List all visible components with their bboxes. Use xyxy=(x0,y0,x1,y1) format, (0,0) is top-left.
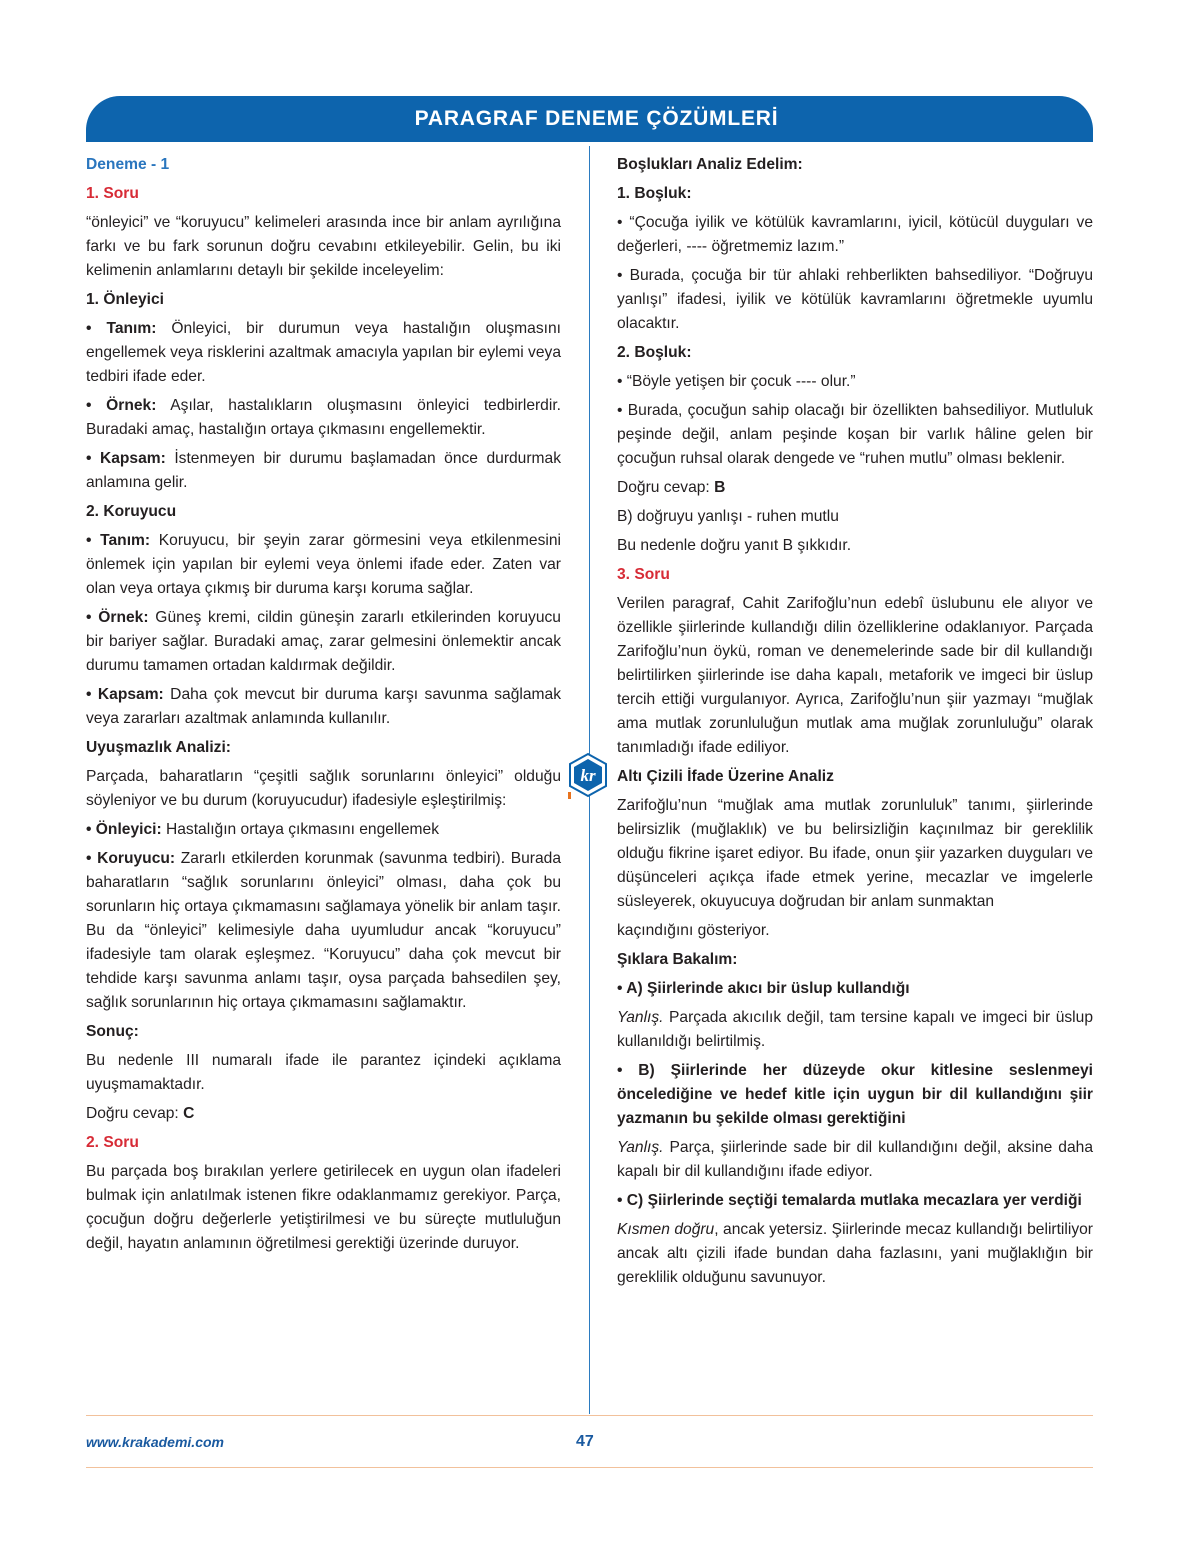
footer-top-rule xyxy=(86,1415,1093,1416)
bosluk-heading: Boşlukları Analiz Edelim: xyxy=(617,156,803,173)
option-b-text: Yanlış. Parça, şiirlerinde sade bir dil kullandığını değil, aksine daha kapalı bir dil kullandığını ifade ediyor. xyxy=(617,1139,1093,1180)
bosluk-2-text: • Burada, çocuğun sahip olacağı bir özellikten bahsediliyor. Mutluluk peşinde değil, anlam peşinde koşan bir varlık hâline gelen bir çocuğun ruhsal olarak dengede ve “ruhen mutlu” olması beklenir. xyxy=(617,402,1093,467)
option-c-title: • C) Şiirlerinde seçtiği temalarda mutlaka mecazlara yer verdiği xyxy=(617,1192,1082,1209)
footer-bottom-rule xyxy=(86,1467,1093,1468)
soru-2-title: 2. Soru xyxy=(86,1134,139,1151)
bosluk-1-quote: • “Çocuğa iyilik ve kötülük kavramlarını, iyicil, kötücül duyguları ve değerleri, ---- öğretmemiz lazım.” xyxy=(617,214,1093,255)
soru-1-title: 1. Soru xyxy=(86,185,139,202)
deneme-title: Deneme - 1 xyxy=(86,156,170,173)
koruyucu-summary: • Koruyucu: Zararlı etkilerden korunmak (savunma tedbiri). Burada baharatların “sağlık sorunlarını önleyici” olması, daha çok bu sorunların hiç ortaya çıkmamasını sağlamaya yönelik bir anlam taşır. Bu da “önleyici” kelimesiyle daha uyumludur ancak “koruyucu” ifadesiyle tam olarak eşleşmez. “Koruyucu” daha çok mevcut bir tehdide karşı savunma anlamı taşır, oysa parçada bahsedilen şey, sağlık sorunlarının hiç ortaya çıkmamasını sağlamaktır. xyxy=(86,850,562,1011)
soru-2-text: Bu parçada boş bırakılan yerlere getirilecek en uygun olan ifadeleri bulmak için anlatılmak istenen fikre odaklanmamız gerekiyor. Parça, çocuğun doğru değerlerle yetiştirilmesi ve bu süreçte mutluluğun değil, hayatın anlamının öğretilmesi gerektiği üzerinde duruyor. xyxy=(86,1163,561,1252)
siklar-heading: Şıklara Bakalım: xyxy=(617,951,738,968)
alti-cizili-text-2: kaçındığını gösteriyor. xyxy=(617,922,770,939)
koruyucu-heading: 2. Koruyucu xyxy=(86,503,177,520)
soru-3-title: 3. Soru xyxy=(617,566,670,583)
onleyici-tanim: • Tanım: Önleyici, bir durumun veya hastalığın oluşmasını engellemek veya risklerini azaltmak amacıyla yapılan bir eylemi veya tedbiri ifade eder. xyxy=(86,320,561,385)
option-b-title: • B) Şiirlerinde her düzeyde okur kitlesine seslenmeyi öncelediğine ve hedef kitle için uygun bir dil kullandığını şiir yazmanın bu şekilde olması gerektiğini xyxy=(617,1062,1093,1127)
soru-2-reason: Bu nedenle doğru yanıt B şıkkıdır. xyxy=(617,537,852,554)
bosluk-1-heading: 1. Boşluk: xyxy=(617,185,692,202)
onleyici-heading: 1. Önleyici xyxy=(86,291,165,308)
option-c-text: Kısmen doğru, ancak yetersiz. Şiirlerinde mecaz kullandığı belirtiliyor ancak altı çizili ifade bundan daha fazlasını, yani muğlaklığın bir gereklilik olduğunu savunuyor. xyxy=(617,1221,1093,1286)
bosluk-2-heading: 2. Boşluk: xyxy=(617,344,692,361)
uyusmazlik-text: Parçada, baharatların “çeşitli sağlık sorunlarını önleyici” olduğu söyleniyor ve bu durum (koruyucudur) ifadesiyle eşleştirilmiş: xyxy=(86,768,561,809)
alti-cizili-text: Zarifoğlu’nun “muğlak ama mutlak zorunluluk” tanımı, şiirlerinde belirsizlik (muğlaklık) ve bu belirsizliğin kaçınılmaz bir gereklilik olduğu fikrine işaret ediyor. Bu ifade, onun şiir yazarken duyguları ve düşünceleri açıkça ifade etmek yerine, mecazlar ve imgelerle süsleyerek, okuyucuya doğrudan bir anlam sunmaktan xyxy=(617,797,1093,910)
sonuc-text: Bu nedenle III numaralı ifade ile parantez içindeki açıklama uyuşmamaktadır. xyxy=(86,1052,561,1093)
left-column xyxy=(86,153,561,1261)
koruyucu-ornek: • Örnek: Güneş kremi, cildin güneşin zararlı etkilerinden koruyucu bir bariyer sağlar. Buradaki amaç, zarar gelmesini önlemektir ancak durumu tamamen ortadan kaldırmak değildir. xyxy=(86,609,561,674)
option-a-text: Yanlış. Parçada akıcılık değil, tam tersine kapalı ve imgeci bir üslup kullanıldığı belirtilmiş. xyxy=(617,1009,1093,1050)
option-a-title: • A) Şiirlerinde akıcı bir üslup kullandığı xyxy=(617,980,910,997)
page-number: 47 xyxy=(576,1433,594,1450)
alti-cizili-heading: Altı Çizili İfade Üzerine Analiz xyxy=(617,768,834,785)
soru-1-intro: “önleyici” ve “koruyucu” kelimeleri arasında ince bir anlam ayrılığına farkı ve bu fark sorunun doğru cevabını etkileyebilir. Gelin, bu iki kelimenin anlamlarını detaylı bir şekilde inceleyelim: xyxy=(86,214,561,279)
right-column xyxy=(617,153,1093,1295)
soru-3-text: Verilen paragraf, Cahit Zarifoğlu’nun edebî üslubunu ele alıyor ve özellikle şiirlerinde kullandığı dilin özelliklerine odaklanıyor. Parçada Zarifoğlu’nun öykü, roman ve denemelerinde sade bir dil kullandığı belirtilirken şiirlerinde ise daha kapalı, metaforik ve imgeci bir üslup tercih ettiği vurgulanıyor. Ayrıca, Zarifoğlu’nun şiir yazmayı “muğlak ama mutlak zorunluluğun mutlak ama muğlak zorunluluğu” olarak tanımladığı ifade ediliyor. xyxy=(617,595,1093,756)
bosluk-2-quote: • “Böyle yetişen bir çocuk ---- olur.” xyxy=(617,373,856,390)
soru-1-answer: Doğru cevap: C xyxy=(86,1105,195,1122)
page-header xyxy=(86,96,1093,142)
onleyici-summary: • Önleyici: Hastalığın ortaya çıkmasını engellemek xyxy=(86,821,440,838)
soru-2-option: B) doğruyu yanlışı - ruhen mutlu xyxy=(617,508,839,525)
koruyucu-tanim: • Tanım: Koruyucu, bir şeyin zarar görmesini veya etkilenmesini önlemek için yapılan bir eylemi veya önlemi ifade eder. Zaten var olan veya ortaya çıkmış bir duruma karşı koruma sağlar. xyxy=(86,532,561,597)
logo-text: kr xyxy=(580,766,596,785)
soru-2-answer: Doğru cevap: B xyxy=(617,479,726,496)
sonuc-heading: Sonuç: xyxy=(86,1023,139,1040)
kr-logo-icon xyxy=(566,752,610,800)
onleyici-kapsam: • Kapsam: İstenmeyen bir durumu başlamadan önce durdurmak anlamına gelir. xyxy=(86,450,562,491)
koruyucu-kapsam: • Kapsam: Daha çok mevcut bir duruma karşı savunma sağlamak veya zararları azaltmak anlamında kullanılır. xyxy=(86,686,561,727)
footer-url-link[interactable]: www.krakademi.com xyxy=(86,1434,224,1450)
onleyici-ornek: • Örnek: Aşılar, hastalıkların oluşmasını önleyici tedbirlerdir. Buradaki amaç, hastalığın ortaya çıkmasını engellemektir. xyxy=(86,397,561,438)
uyusmazlik-heading: Uyuşmazlık Analizi: xyxy=(86,739,232,756)
bosluk-1-text: • Burada, çocuğa bir tür ahlaki rehberlikten bahsediliyor. “Doğruyu yanlışı” ifadesi, iyilik ve kötülük kavramlarını öğretmekle uyumlu olacaktır. xyxy=(617,267,1093,332)
page-title: PARAGRAF DENEME ÇÖZÜMLERİ xyxy=(414,107,779,130)
kr-logo xyxy=(566,752,610,800)
